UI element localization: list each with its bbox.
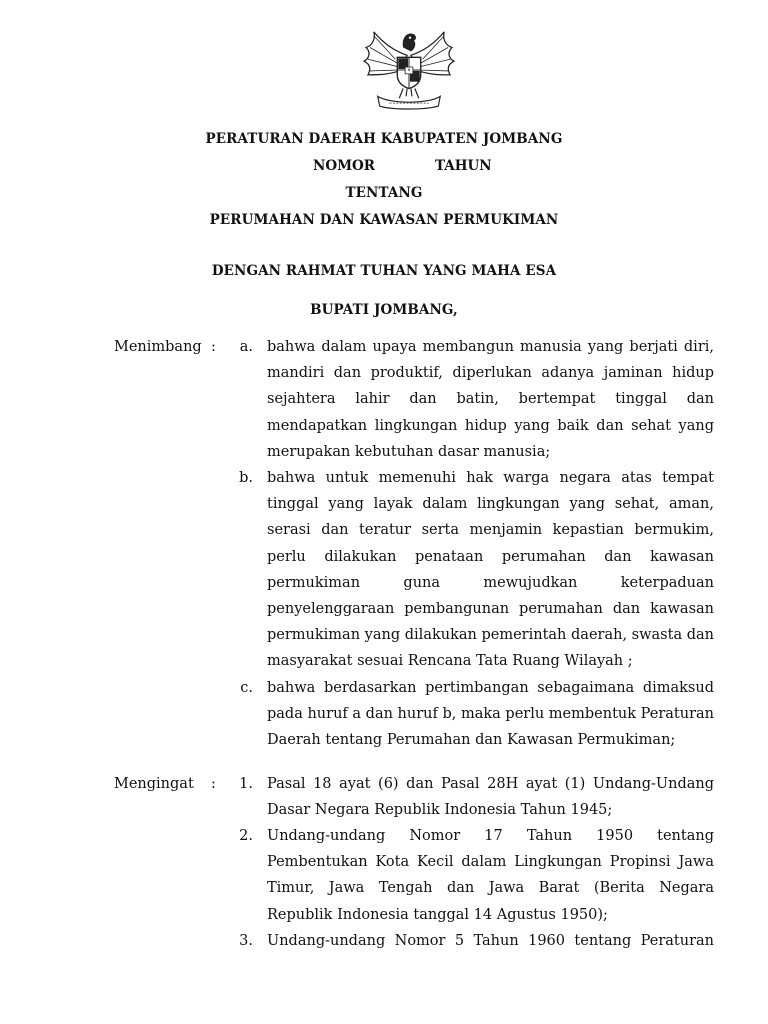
mengingat-item-text: Undang-undang Nomor 5 Tahun 1960 tentang Peraturan xyxy=(267,933,714,949)
menimbang-item-text: bahwa untuk memenuhi hak warga negara atas tempat tinggal yang layak dalam lingkungan yang sehat, aman, serasi dan teratur serta menjamin kepastian bermukim, perlu dilakukan penataan perumahan dan kawasan permukiman guna mewujudkan keterpaduan penyelenggaraan pembangunan perumahan dan kawasan permukiman yang dilakukan pemerintah daerah, swasta dan masyarakat sesuai Rencana Tata Ruang Wilayah ; xyxy=(267,470,714,670)
mengingat-item-text: Undang-undang Nomor 17 Tahun 1950 tentang Pembentukan Kota Kecil dalam Lingkungan Propinsi Jawa Timur, Jawa Tengah dan Jawa Barat (Berita Negara Republik Indonesia tanggal 14 Agustus 1950); xyxy=(267,828,714,923)
menimbang-item-text: bahwa berdasarkan pertimbangan sebagaimana dimaksud pada huruf a dan huruf b, maka perlu membentuk Peraturan Daerah tentang Perumahan dan Kawasan Permukiman; xyxy=(267,680,714,749)
menimbang-item-mark: b. xyxy=(239,470,253,486)
nomor-label: NOMOR xyxy=(313,158,376,174)
tentang-label: TENTANG xyxy=(345,185,423,201)
tahun-label: TAHUN xyxy=(435,158,492,174)
menimbang-item-mark: c. xyxy=(240,680,253,696)
regulation-title: PERATURAN DAERAH KABUPATEN JOMBANG xyxy=(205,131,563,147)
mengingat-item-text: Pasal 18 ayat (6) dan Pasal 28H ayat (1) Undang-Undang Dasar Negara Republik Indonesia Tahun 1945; xyxy=(267,776,714,819)
menimbang-item-mark: a. xyxy=(239,339,253,355)
invocation-line: DENGAN RAHMAT TUHAN YANG MAHA ESA xyxy=(211,263,557,279)
garuda-emblem-icon xyxy=(360,26,458,110)
menimbang-colon: : xyxy=(211,339,216,355)
mengingat-label: Mengingat xyxy=(114,776,194,792)
mengingat-item-mark: 2. xyxy=(239,828,253,844)
mengingat-colon: : xyxy=(211,776,216,792)
regulation-subject: PERUMAHAN DAN KAWASAN PERMUKIMAN xyxy=(209,212,559,228)
mengingat-item-mark: 3. xyxy=(239,933,253,949)
menimbang-label: Menimbang xyxy=(114,339,202,355)
menimbang-item-text: bahwa dalam upaya membangun manusia yang berjati diri, mandiri dan produktif, diperlukan adanya jaminan hidup sejahtera lahir dan batin, bertempat tinggal dan mendapatkan lingkungan hidup yang baik dan sehat yang merupakan kebutuhan dasar manusia; xyxy=(267,339,714,460)
authority-line: BUPATI JOMBANG, xyxy=(310,302,458,318)
mengingat-item-mark: 1. xyxy=(239,776,253,792)
